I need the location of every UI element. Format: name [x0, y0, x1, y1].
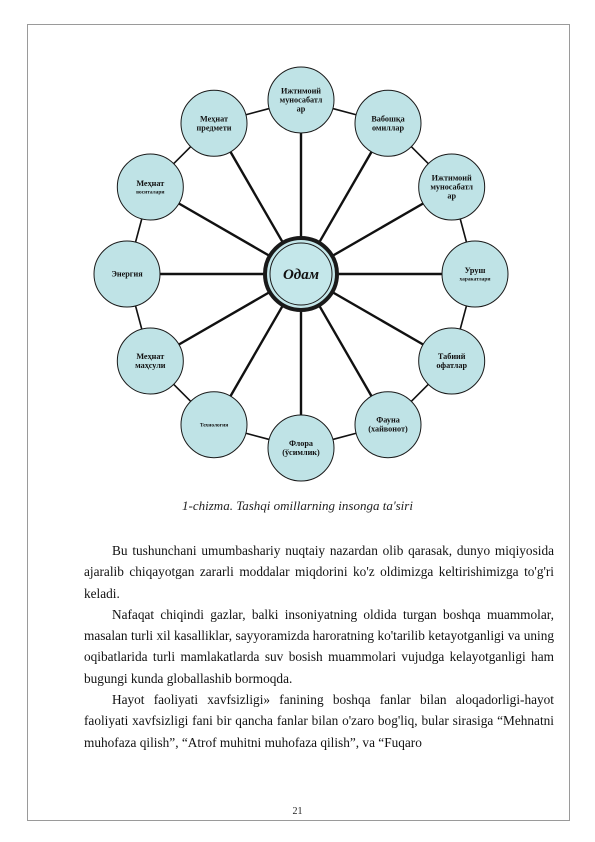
- node-label: Уруш: [464, 266, 486, 275]
- diagram-node: [355, 90, 421, 156]
- node-label: муносабатл: [279, 95, 323, 105]
- ring-connector: [174, 147, 191, 164]
- node-label: Меҳнат: [200, 114, 228, 124]
- spoke-line: [179, 292, 270, 345]
- page-number: 21: [292, 806, 303, 817]
- ring-connector: [411, 384, 428, 401]
- spoke-line: [231, 152, 284, 243]
- diagram-node: [181, 90, 247, 156]
- spoke-line: [332, 204, 423, 257]
- ring-connector: [136, 219, 142, 242]
- paragraph-3: Hayot faoliyati xavfsizligi» fanining boshqa fanlar bilan aloqadorligi-hayot faoliyati xavfsizligi fani bir qancha fanlar bilan o'zaro bog'liq, bular sirasiga “Mehnatni muhofaza qilish”, “Atrof muhitni muhofaza qilish”, va “Fuqaro: [84, 692, 554, 750]
- ring-connector: [333, 109, 356, 115]
- diagram-node: [419, 154, 485, 220]
- paragraph-1: Bu tushunchani umumbashariy nuqtaiy nazardan olib qarasak, dunyo miqiyosida ajaralib chiqayotgan zararli moddalar miqdorini ko'z oldimizga keltirishimizga to'g'ri keladi.: [84, 543, 554, 601]
- node-label: Ижтимоий: [431, 173, 472, 183]
- node-label: Фауна: [376, 415, 400, 425]
- node-label: Вабошқа: [371, 114, 405, 124]
- node-label: Энергия: [111, 269, 143, 279]
- diagram-node: [442, 241, 508, 307]
- ring-connector: [136, 306, 142, 329]
- diagram-node: [268, 415, 334, 481]
- diagram-node: [181, 392, 247, 458]
- ring-connector: [246, 433, 269, 439]
- diagram-node: [355, 392, 421, 458]
- node-label: (хайвонот): [368, 424, 408, 434]
- node-sublabel: Технология: [199, 422, 229, 429]
- node-label: ар: [296, 104, 306, 114]
- paragraph-2: Nafaqat chiqindi gazlar, balki insoniyatning oldida turgan boshqa muammolar, masalan turli xil kasalliklar, sayyoramizda haroratning ko'tarilib ketayotganligi va uning oqibatlarida turli mamlakatlarda suv bosish muammolari vujudga kelayotganligi ham bugungi kunda globallashib bormoqda.: [84, 606, 554, 686]
- node-label: ар: [447, 191, 457, 201]
- node-label: Меҳнат: [136, 352, 165, 361]
- node-label: Табиий: [437, 352, 466, 361]
- spoke-line: [332, 292, 423, 345]
- node-label: Флора: [289, 439, 313, 448]
- node-label: (ўсимлик): [282, 448, 320, 457]
- ring-connector: [174, 384, 191, 401]
- ring-connector: [460, 219, 466, 242]
- diagram-node: [117, 328, 183, 394]
- ring-connector: [246, 109, 269, 115]
- diagram-center: [265, 238, 337, 310]
- body-text: [84, 540, 554, 753]
- ring-connector: [411, 147, 428, 164]
- figure-caption: 1-chizma. Tashqi omillarning insonga ta'siri: [182, 498, 413, 513]
- node-label: предмети: [196, 123, 232, 133]
- spoke-line: [319, 305, 372, 396]
- diagram-node: [117, 154, 183, 220]
- node-label: муносабатл: [430, 182, 474, 192]
- spoke-line: [319, 152, 372, 243]
- node-label: Ижтимоий: [280, 86, 322, 96]
- spoke-line: [179, 204, 270, 257]
- ring-connector: [333, 433, 356, 439]
- center-label: Одам: [282, 267, 320, 283]
- node-label: офатлар: [436, 361, 468, 370]
- node-sublabel: воситалари: [136, 189, 165, 196]
- spoke-line: [231, 305, 284, 396]
- node-label: омиллар: [371, 123, 405, 133]
- diagram-node: [268, 67, 334, 133]
- node-sublabel: харакатлари: [459, 276, 491, 283]
- node-label: Меҳнат: [136, 179, 165, 188]
- ring-connector: [460, 306, 466, 329]
- diagram-node: [94, 241, 160, 307]
- diagram-node: [419, 328, 485, 394]
- node-label: маҳсули: [135, 361, 166, 370]
